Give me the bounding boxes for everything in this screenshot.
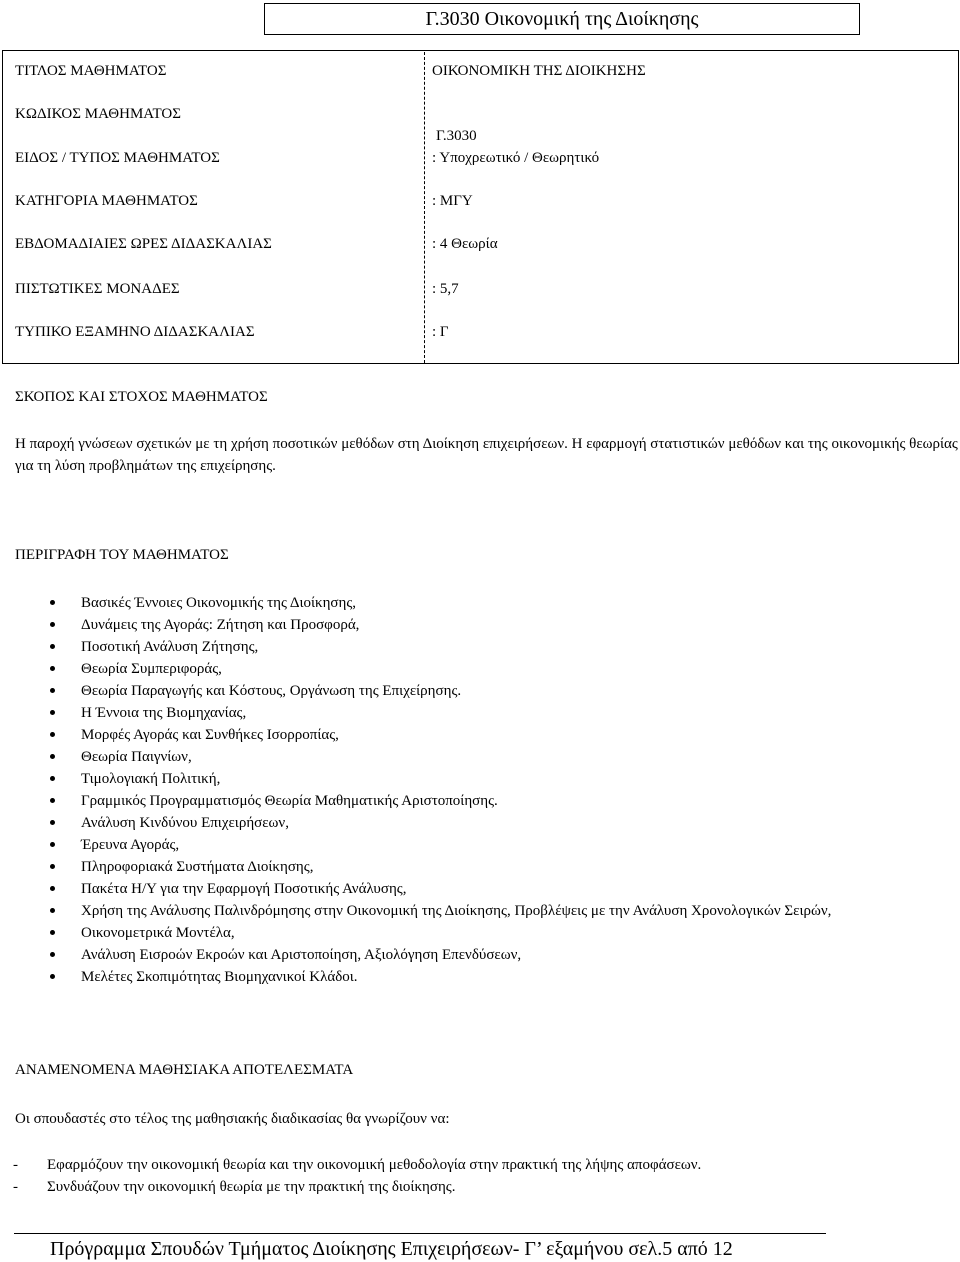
page-footer: Πρόγραμμα Σπουδών Τμήματος Διοίκησης Επιχειρήσεων- Γ’ εξαμήνου σελ.5 από 12 <box>50 1238 733 1260</box>
list-item <box>0 878 960 900</box>
info-value-credits: : 5,7 <box>432 281 459 297</box>
bullet-icon <box>50 710 55 715</box>
footer-divider <box>14 1233 826 1234</box>
list-item-text: Δυνάμεις της Αγοράς: Ζήτηση και Προσφορά, <box>81 617 360 633</box>
bullet-icon <box>50 798 55 803</box>
outcomes-list <box>0 1154 960 1198</box>
info-value-title: ΟΙΚΟΝΟΜΙΚΗ ΤΗΣ ΔΙΟΙΚΗΣΗΣ <box>432 63 646 79</box>
info-value-type: : Υποχρεωτικό / Θεωρητικό <box>432 150 600 166</box>
list-item <box>0 944 960 966</box>
aim-heading: ΣΚΟΠΟΣ ΚΑΙ ΣΤΟΧΟΣ ΜΑΘΗΜΑΤΟΣ <box>15 389 268 405</box>
list-item-text: Συνδυάζουν την οικονομική θεωρία με την πρακτική της διοίκησης. <box>47 1179 456 1195</box>
list-item <box>0 768 960 790</box>
list-item <box>0 900 960 922</box>
info-value-weekly-hours: : 4 Θεωρία <box>432 236 498 252</box>
bullet-icon <box>50 776 55 781</box>
description-list <box>0 592 960 988</box>
list-item-text: Εφαρμόζουν την οικονομική θεωρία και την οικονομική μεθοδολογία στην πρακτική της λήψης αποφάσεων. <box>47 1157 702 1173</box>
bullet-icon <box>50 754 55 759</box>
list-item <box>0 592 960 614</box>
bullet-icon <box>50 908 55 913</box>
list-item-text: Τιμολογιακή Πολιτική, <box>81 771 221 787</box>
bullet-icon <box>50 842 55 847</box>
aim-paragraph: Η παροχή γνώσεων σχετικών με τη χρήση ποσοτικών μεθόδων στη Διοίκηση επιχειρήσεων. Η εφαρμογή στατιστικών μεθόδων και της οικονομικής θεωρίας για τη λύση προβλημάτων της επιχείρησης. <box>15 436 958 474</box>
bullet-icon <box>50 600 55 605</box>
list-item-text: Μορφές Αγοράς και Συνθήκες Ισορροπίας, <box>81 727 339 743</box>
info-label-credits: ΠΙΣΤΩΤΙΚΕΣ ΜΟΝΑΔΕΣ <box>15 281 180 297</box>
bullet-icon <box>50 666 55 671</box>
list-item-text: Βασικές Έννοιες Οικονομικής της Διοίκησης, <box>81 595 357 611</box>
info-table-divider <box>424 52 425 363</box>
list-item-text: Μελέτες Σκοπιμότητας Βιομηχανικοί Κλάδοι. <box>81 969 358 985</box>
dash-marker: - <box>13 1157 18 1173</box>
bullet-icon <box>50 732 55 737</box>
list-item-text: Χρήση της Ανάλυσης Παλινδρόμησης στην Οικονομική της Διοίκησης, Προβλέψεις με την Ανάλυση Χρονολογικών Σειρών, <box>81 903 832 919</box>
list-item-text: Θεωρία Παιγνίων, <box>81 749 192 765</box>
list-item <box>0 1176 960 1198</box>
outcomes-intro: Οι σπουδαστές στο τέλος της μαθησιακής διαδικασίας θα γνωρίζουν να: <box>15 1111 450 1127</box>
bullet-icon <box>50 974 55 979</box>
list-item-text: Η Έννοια της Βιομηχανίας, <box>81 705 247 721</box>
list-item-text: Ανάλυση Εισροών Εκροών και Αριστοποίηση, Αξιολόγηση Επενδύσεων, <box>81 947 522 963</box>
list-item <box>0 724 960 746</box>
info-label-weekly-hours: ΕΒΔΟΜΑΔΙΑΙΕΣ ΩΡΕΣ ΔΙΔΑΣΚΑΛΙΑΣ <box>15 236 272 252</box>
bullet-icon <box>50 952 55 957</box>
bullet-icon <box>50 820 55 825</box>
list-item-text: Πακέτα Η/Υ για την Εφαρμογή Ποσοτικής Ανάλυσης, <box>81 881 407 897</box>
course-title-header: Γ.3030 Οικονομική της Διοίκησης <box>264 3 860 35</box>
list-item <box>0 966 960 988</box>
list-item <box>0 658 960 680</box>
list-item <box>0 746 960 768</box>
dash-marker: - <box>13 1179 18 1195</box>
list-item-text: Ποσοτική Ανάλυση Ζήτησης, <box>81 639 259 655</box>
list-item <box>0 790 960 812</box>
bullet-icon <box>50 930 55 935</box>
list-item-text: Γραμμικός Προγραμματισμός Θεωρία Μαθηματικής Αριστοποίησης. <box>81 793 498 809</box>
list-item <box>0 834 960 856</box>
list-item <box>0 702 960 724</box>
list-item <box>0 636 960 658</box>
bullet-icon <box>50 886 55 891</box>
list-item <box>0 812 960 834</box>
info-value-semester: : Γ <box>432 324 449 340</box>
info-value-code: Γ.3030 <box>436 128 477 144</box>
info-label-title: ΤΙΤΛΟΣ ΜΑΘΗΜΑΤΟΣ <box>15 63 167 79</box>
info-label-code: ΚΩΔΙΚΟΣ ΜΑΘΗΜΑΤΟΣ <box>15 106 181 122</box>
list-item <box>0 856 960 878</box>
list-item-text: Ανάλυση Κινδύνου Επιχειρήσεων, <box>81 815 289 831</box>
bullet-icon <box>50 622 55 627</box>
list-item <box>0 1154 960 1176</box>
bullet-icon <box>50 688 55 693</box>
bullet-icon <box>50 864 55 869</box>
list-item-text: Πληροφοριακά Συστήματα Διοίκησης, <box>81 859 314 875</box>
info-value-category: : ΜΓΥ <box>432 193 473 209</box>
list-item-text: Οικονομετρικά Μοντέλα, <box>81 925 235 941</box>
info-label-semester: ΤΥΠΙΚΟ ΕΞΑΜΗΝΟ ΔΙΔΑΣΚΑΛΙΑΣ <box>15 324 255 340</box>
list-item-text: Θεωρία Συμπεριφοράς, <box>81 661 222 677</box>
list-item-text: Έρευνα Αγοράς, <box>81 837 180 853</box>
outcomes-heading: ΑΝΑΜΕΝΟΜΕΝΑ ΜΑΘΗΣΙΑΚΑ ΑΠΟΤΕΛΕΣΜΑΤΑ <box>15 1062 354 1078</box>
info-label-type: ΕΙΔΟΣ / ΤΥΠΟΣ ΜΑΘΗΜΑΤΟΣ <box>15 150 220 166</box>
list-item <box>0 922 960 944</box>
list-item-text: Θεωρία Παραγωγής και Κόστους, Οργάνωση της Επιχείρησης. <box>81 683 462 699</box>
bullet-icon <box>50 644 55 649</box>
info-label-category: ΚΑΤΗΓΟΡΙΑ ΜΑΘΗΜΑΤΟΣ <box>15 193 198 209</box>
list-item <box>0 614 960 636</box>
list-item <box>0 680 960 702</box>
description-heading: ΠΕΡΙΓΡΑΦΗ ΤΟΥ ΜΑΘΗΜΑΤΟΣ <box>15 547 229 563</box>
